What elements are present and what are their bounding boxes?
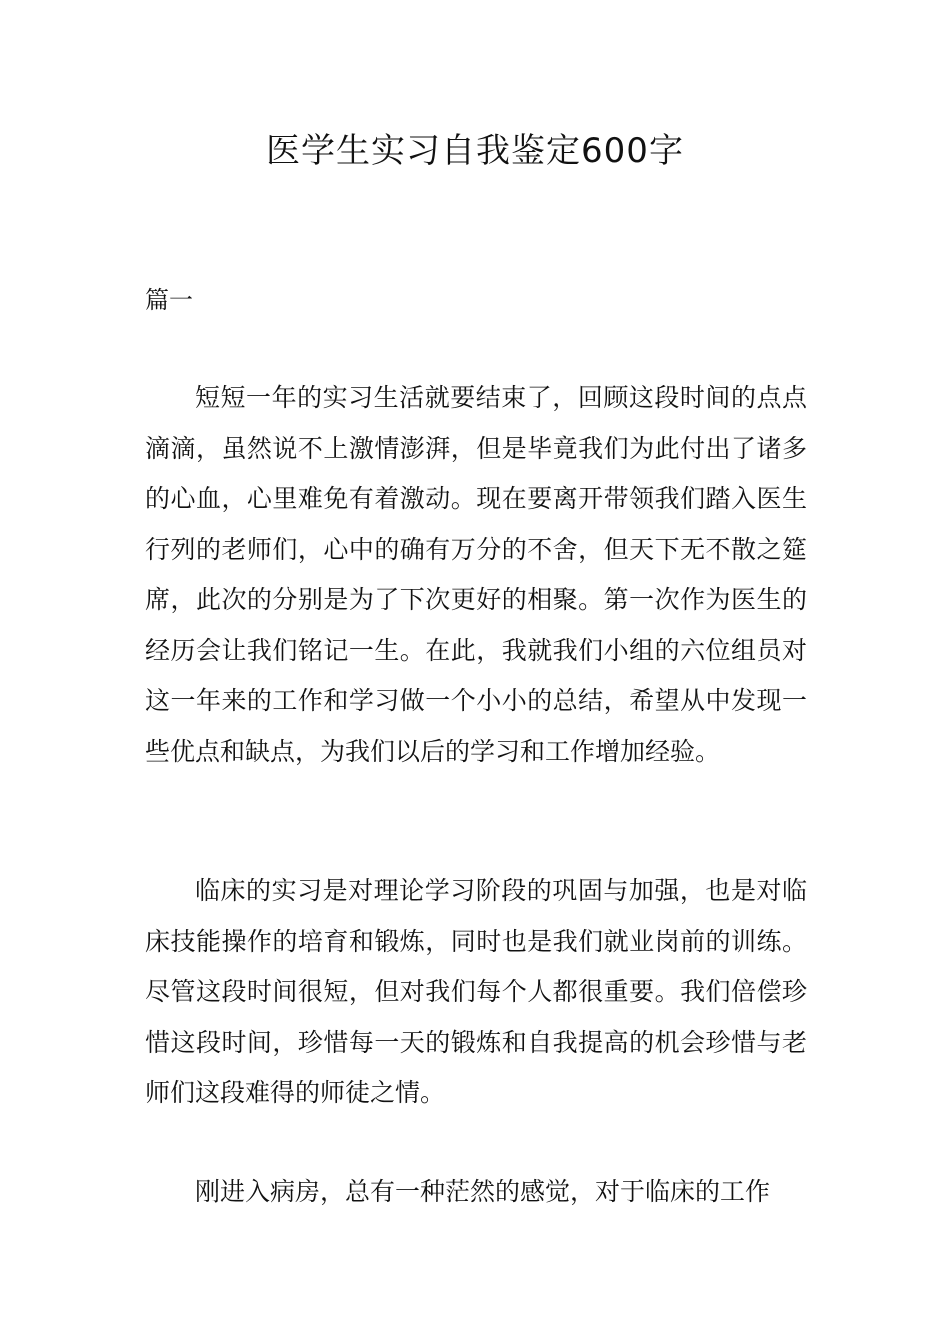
paragraph-2: 临床的实习是对理论学习阶段的巩固与加强，也是对临床技能操作的培育和锻炼，同时也是我们就业岗前的训练。尽管这段时间很短，但对我们每个人都很重要。我们倍偿珍惜这段时间，珍惜每一天的锻炼和自我提高的机会珍惜与老师们这段难得的师徒之情。 bbox=[145, 876, 807, 1107]
paragraph-1: 短短一年的实习生活就要结束了，回顾这段时间的点点滴滴，虽然说不上激情澎湃，但是毕竟我们为此付出了诸多的心血，心里难免有着激动。现在要离开带领我们踏入医生行列的老师们，心中的确有万分的不舍，但天下无不散之筵席，此次的分别是为了下次更好的相聚。第一次作为医生的经历会让我们铭记一生。在此，我就我们小组的六位组员对这一年来的工作和学习做一个小小的总结，希望从中发现一些优点和缺点，为我们以后的学习和工作增加经验。 bbox=[145, 383, 807, 766]
section-label: 篇一 bbox=[145, 286, 193, 314]
document-title: 医学生实习自我鉴定600字 bbox=[266, 131, 684, 171]
paragraph-3: 刚进入病房，总有一种茫然的感觉，对于临床的工作 bbox=[195, 1177, 771, 1206]
